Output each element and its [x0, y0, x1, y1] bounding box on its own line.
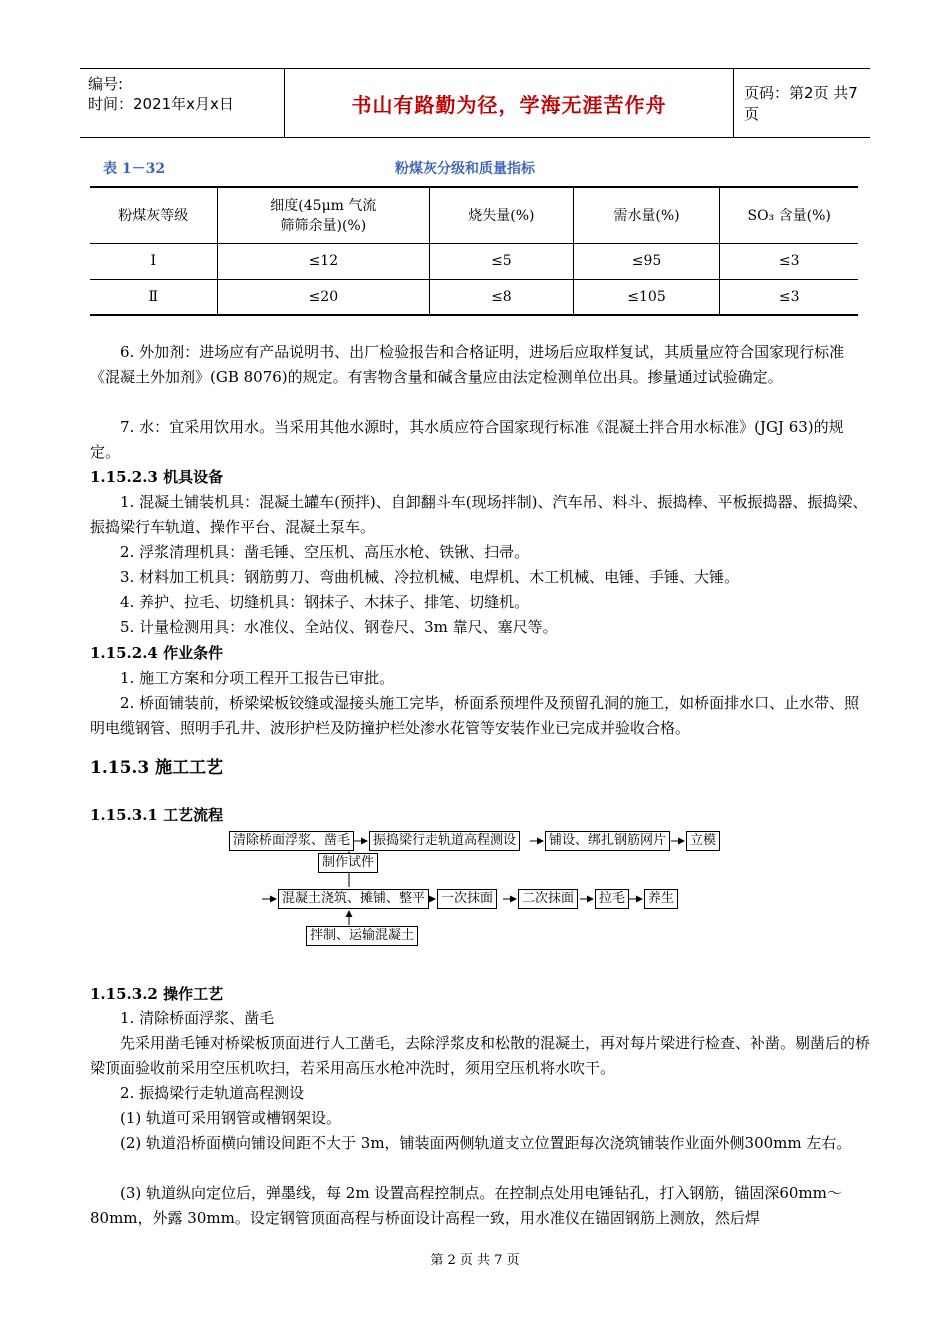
equipment-item: 2. 浮浆清理机具：凿毛锤、空压机、高压水枪、铁锹、扫帚。 — [120, 543, 530, 561]
operation-subitem: (3) 轨道纵向定位后，弹墨线，每 2m 设置高程控制点。在控制点处用电锤钻孔，打入钢筋，锚固深60mm～80mm，外露 30mm。设定钢管顶面高程与桥面设计高程一致，用水准仪在锚固钢筋上测放，然后焊 — [90, 1184, 842, 1227]
section-heading-equipment: 1.15.2.3 机具设备 — [90, 468, 224, 486]
document-number: 编号: — [88, 75, 124, 93]
flow-step: 清除桥面浮浆、凿毛 — [229, 831, 354, 851]
flow-step: 振捣梁行走轨道高程测设 — [369, 831, 520, 851]
flow-step: 养生 — [644, 889, 678, 909]
flow-step: 铺设、绑扎钢筋网片 — [545, 831, 670, 851]
table-caption-number: 表 1－32 — [103, 161, 166, 177]
section-heading-conditions: 1.15.2.4 作业条件 — [90, 644, 224, 662]
equipment-item: 3. 材料加工机具：钢筋剪刀、弯曲机械、冷拉机械、电焊机、木工机械、电锤、手锤、大锤。 — [120, 568, 740, 586]
operation-text: 先采用凿毛锤对桥梁板顶面进行人工凿毛，去除浮浆皮和松散的混凝土，再对每片梁进行检查、补凿。剔凿后的桥梁顶面验收前采用空压机吹扫，若采用高压水枪冲洗时，须用空压机将水吹干。 — [90, 1034, 871, 1077]
section-heading-process: 1.15.3 施工工艺 — [90, 758, 224, 778]
page-info: 页码：第2页 共7页 — [744, 84, 858, 123]
operation-item: 2. 振捣梁行走轨道高程测设 — [120, 1084, 305, 1102]
condition-item: 2. 桥面铺装前，桥梁梁板铰缝或湿接头施工完毕，桥面系预埋件及预留孔洞的施工，如桥面排水口、止水带、照明电缆钢管、照明手孔井、波形护栏及防撞护栏处渗水花管等安装作业已完成并验收合格。 — [90, 694, 860, 737]
operation-item: 1. 清除桥面浮浆、凿毛 — [120, 1009, 275, 1027]
flow-step: 一次抹面 — [437, 889, 497, 909]
flow-step: 制作试件 — [318, 853, 378, 873]
flow-step: 二次抹面 — [518, 889, 578, 909]
table-cell: ≤3 — [720, 279, 858, 315]
operation-subitem: (1) 轨道可采用钢管或槽钢架设。 — [120, 1109, 342, 1127]
flow-step: 拌制、运输混凝土 — [306, 926, 418, 946]
equipment-item: 4. 养护、拉毛、切缝机具：钢抹子、木抹子、排笔、切缝机。 — [120, 593, 530, 611]
condition-item: 1. 施工方案和分项工程开工报告已审批。 — [120, 669, 395, 687]
table-cell: ≤3 — [720, 243, 858, 279]
flow-step: 混凝土浇筑、摊铺、整平 — [278, 889, 429, 909]
page-footer: 第 2 页 共 7 页 — [430, 1253, 520, 1268]
motto: 书山有路勤为径，学海无涯苦作舟 — [351, 92, 667, 117]
table-header-line: 细度(45μm 气流 — [270, 198, 377, 215]
table-cell: ≤8 — [430, 279, 574, 315]
table-header-line: 筛筛余量)(%) — [280, 218, 367, 235]
table-cell: ≤105 — [573, 279, 720, 315]
flow-step: 拉毛 — [595, 889, 629, 909]
operation-subitem: (2) 轨道沿桥面横向铺设间距不大于 3m，铺装面两侧轨道支立位置距每次浇筑铺装作业面外侧300mm 左右。 — [120, 1134, 852, 1152]
flow-step: 立模 — [686, 831, 720, 851]
paragraph-admixture: 6. 外加剂：进场应有产品说明书、出厂检验报告和合格证明，进场后应取样复试，其质量应符合国家现行标准《混凝土外加剂》(GB 8076)的规定。有害物含量和碱含量应由法定检测单位出具。掺量通过试验确定。 — [90, 343, 845, 386]
table-cell: ≤5 — [430, 243, 574, 279]
equipment-item: 5. 计量检测用具：水准仪、全站仪、钢卷尺、3m 靠尺、塞尺等。 — [120, 618, 558, 636]
equipment-item: 1. 混凝土铺装机具：混凝土罐车(预拌)、自卸翻斗车(现场拌制)、汽车吊、料斗、振捣棒、平板振捣器、振捣梁、振捣梁行车轨道、操作平台、混凝土泵车。 — [90, 493, 868, 536]
table-header-cell: 粉煤灰等级 — [90, 187, 217, 243]
table-cell: ≤12 — [217, 243, 429, 279]
table-cell: ≤20 — [217, 279, 429, 315]
table-cell: Ⅰ — [90, 243, 217, 279]
table-header-cell: 需水量(%) — [573, 187, 720, 243]
table-caption-title: 粉煤灰分级和质量指标 — [395, 161, 535, 177]
paragraph-water: 7. 水：宜采用饮用水。当采用其他水源时，其水质应符合国家现行标准《混凝土拌合用水标准》(JGJ 63)的规定。 — [90, 418, 844, 461]
section-heading-operation: 1.15.3.2 操作工艺 — [90, 985, 224, 1003]
table-header-cell: SO₃ 含量(%) — [720, 187, 858, 243]
section-heading-flow: 1.15.3.1 工艺流程 — [90, 806, 224, 824]
table-cell: ≤95 — [573, 243, 720, 279]
document-time: 时间：2021年x月x日 — [88, 95, 234, 113]
table-cell: Ⅱ — [90, 279, 217, 315]
table-header-cell: 烧失量(%) — [430, 187, 574, 243]
